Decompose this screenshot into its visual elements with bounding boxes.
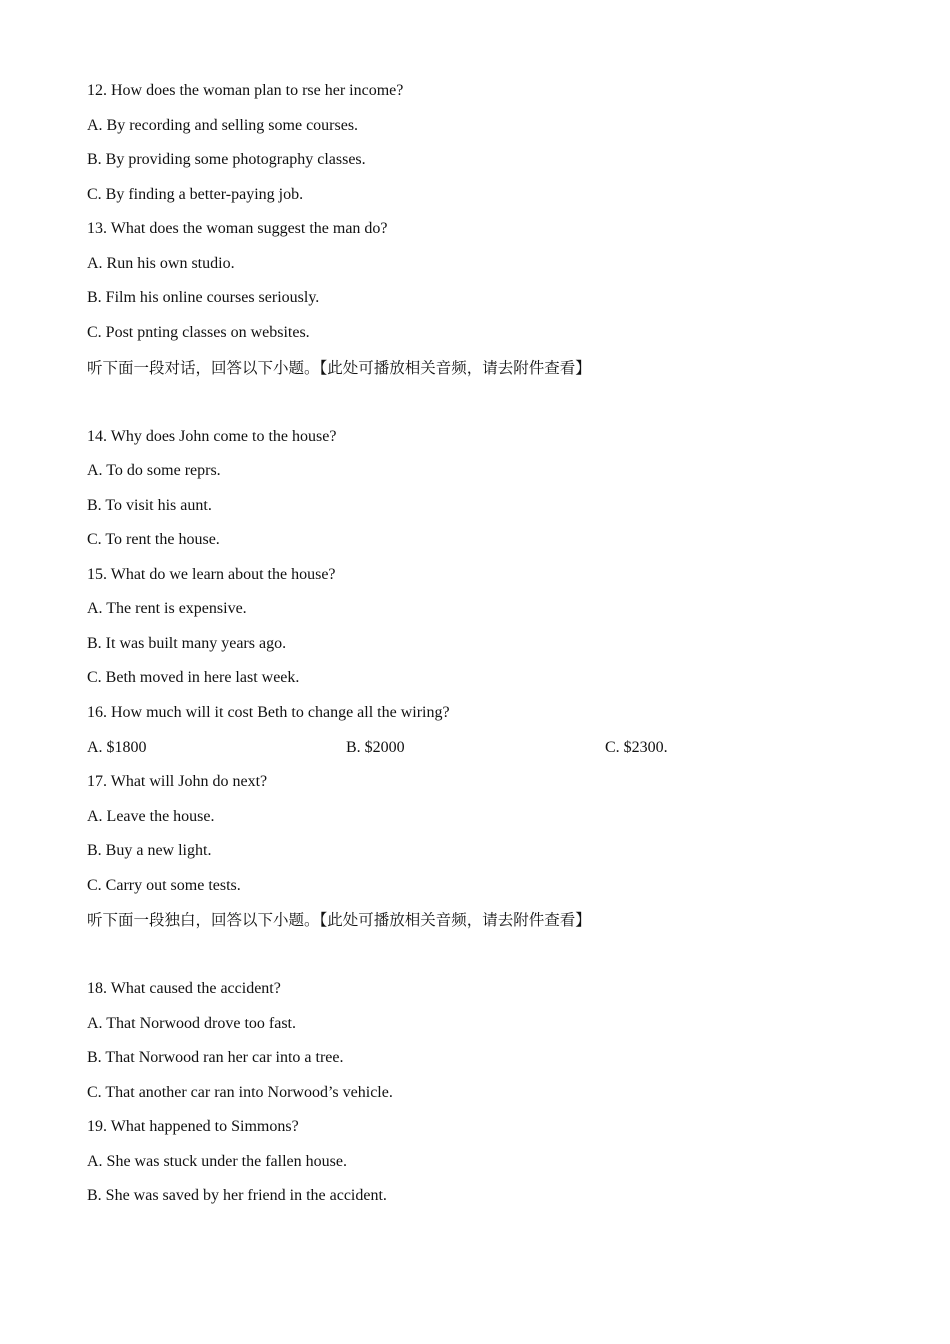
q17-option-c: C. Carry out some tests. (87, 877, 241, 894)
q15-option-c: C. Beth moved in here last week. (87, 669, 300, 686)
listening-instruction-monologue: 听下面一段独白，回答以下小题。【此处可播放相关音频，请去附件查看】 (87, 911, 591, 929)
q17-option-a: A. Leave the house. (87, 808, 215, 825)
q18-option-a: A. That Norwood drove too fast. (87, 1015, 296, 1032)
q18-option-c: C. That another car ran into Norwood’s vehicle. (87, 1084, 393, 1101)
question-19: 19. What happened to Simmons? (87, 1118, 299, 1135)
question-15: 15. What do we learn about the house? (87, 566, 336, 583)
listening-instruction-dialogue: 听下面一段对话，回答以下小题。【此处可播放相关音频，请去附件查看】 (87, 359, 591, 377)
q19-option-a: A. She was stuck under the fallen house. (87, 1153, 347, 1170)
q13-option-a: A. Run his own studio. (87, 255, 235, 272)
q13-option-b: B. Film his online courses seriously. (87, 289, 320, 306)
q14-option-c: C. To rent the house. (87, 531, 220, 548)
q14-option-b: B. To visit his aunt. (87, 497, 212, 514)
question-17: 17. What will John do next? (87, 773, 268, 790)
question-18: 18. What caused the accident? (87, 980, 281, 997)
question-14: 14. Why does John come to the house? (87, 428, 337, 445)
q12-option-b: B. By providing some photography classes. (87, 151, 366, 168)
q14-option-a: A. To do some reprs. (87, 462, 221, 479)
q12-option-c: C. By finding a better-paying job. (87, 186, 304, 203)
q16-option-a: A. $1800 (87, 739, 147, 756)
q15-option-a: A. The rent is expensive. (87, 600, 247, 617)
q19-option-b: B. She was saved by her friend in the accident. (87, 1187, 387, 1204)
q15-option-b: B. It was built many years ago. (87, 635, 287, 652)
q17-option-b: B. Buy a new light. (87, 842, 212, 859)
question-16: 16. How much will it cost Beth to change all the wiring? (87, 704, 450, 721)
q12-option-a: A. By recording and selling some courses. (87, 117, 359, 134)
question-13: 13. What does the woman suggest the man do? (87, 220, 388, 237)
q13-option-c: C. Post pnting classes on websites. (87, 324, 310, 341)
q16-option-c: C. $2300. (605, 739, 668, 756)
q16-option-b: B. $2000 (346, 739, 405, 756)
q18-option-b: B. That Norwood ran her car into a tree. (87, 1049, 344, 1066)
question-12: 12. How does the woman plan to rse her income? (87, 82, 404, 99)
